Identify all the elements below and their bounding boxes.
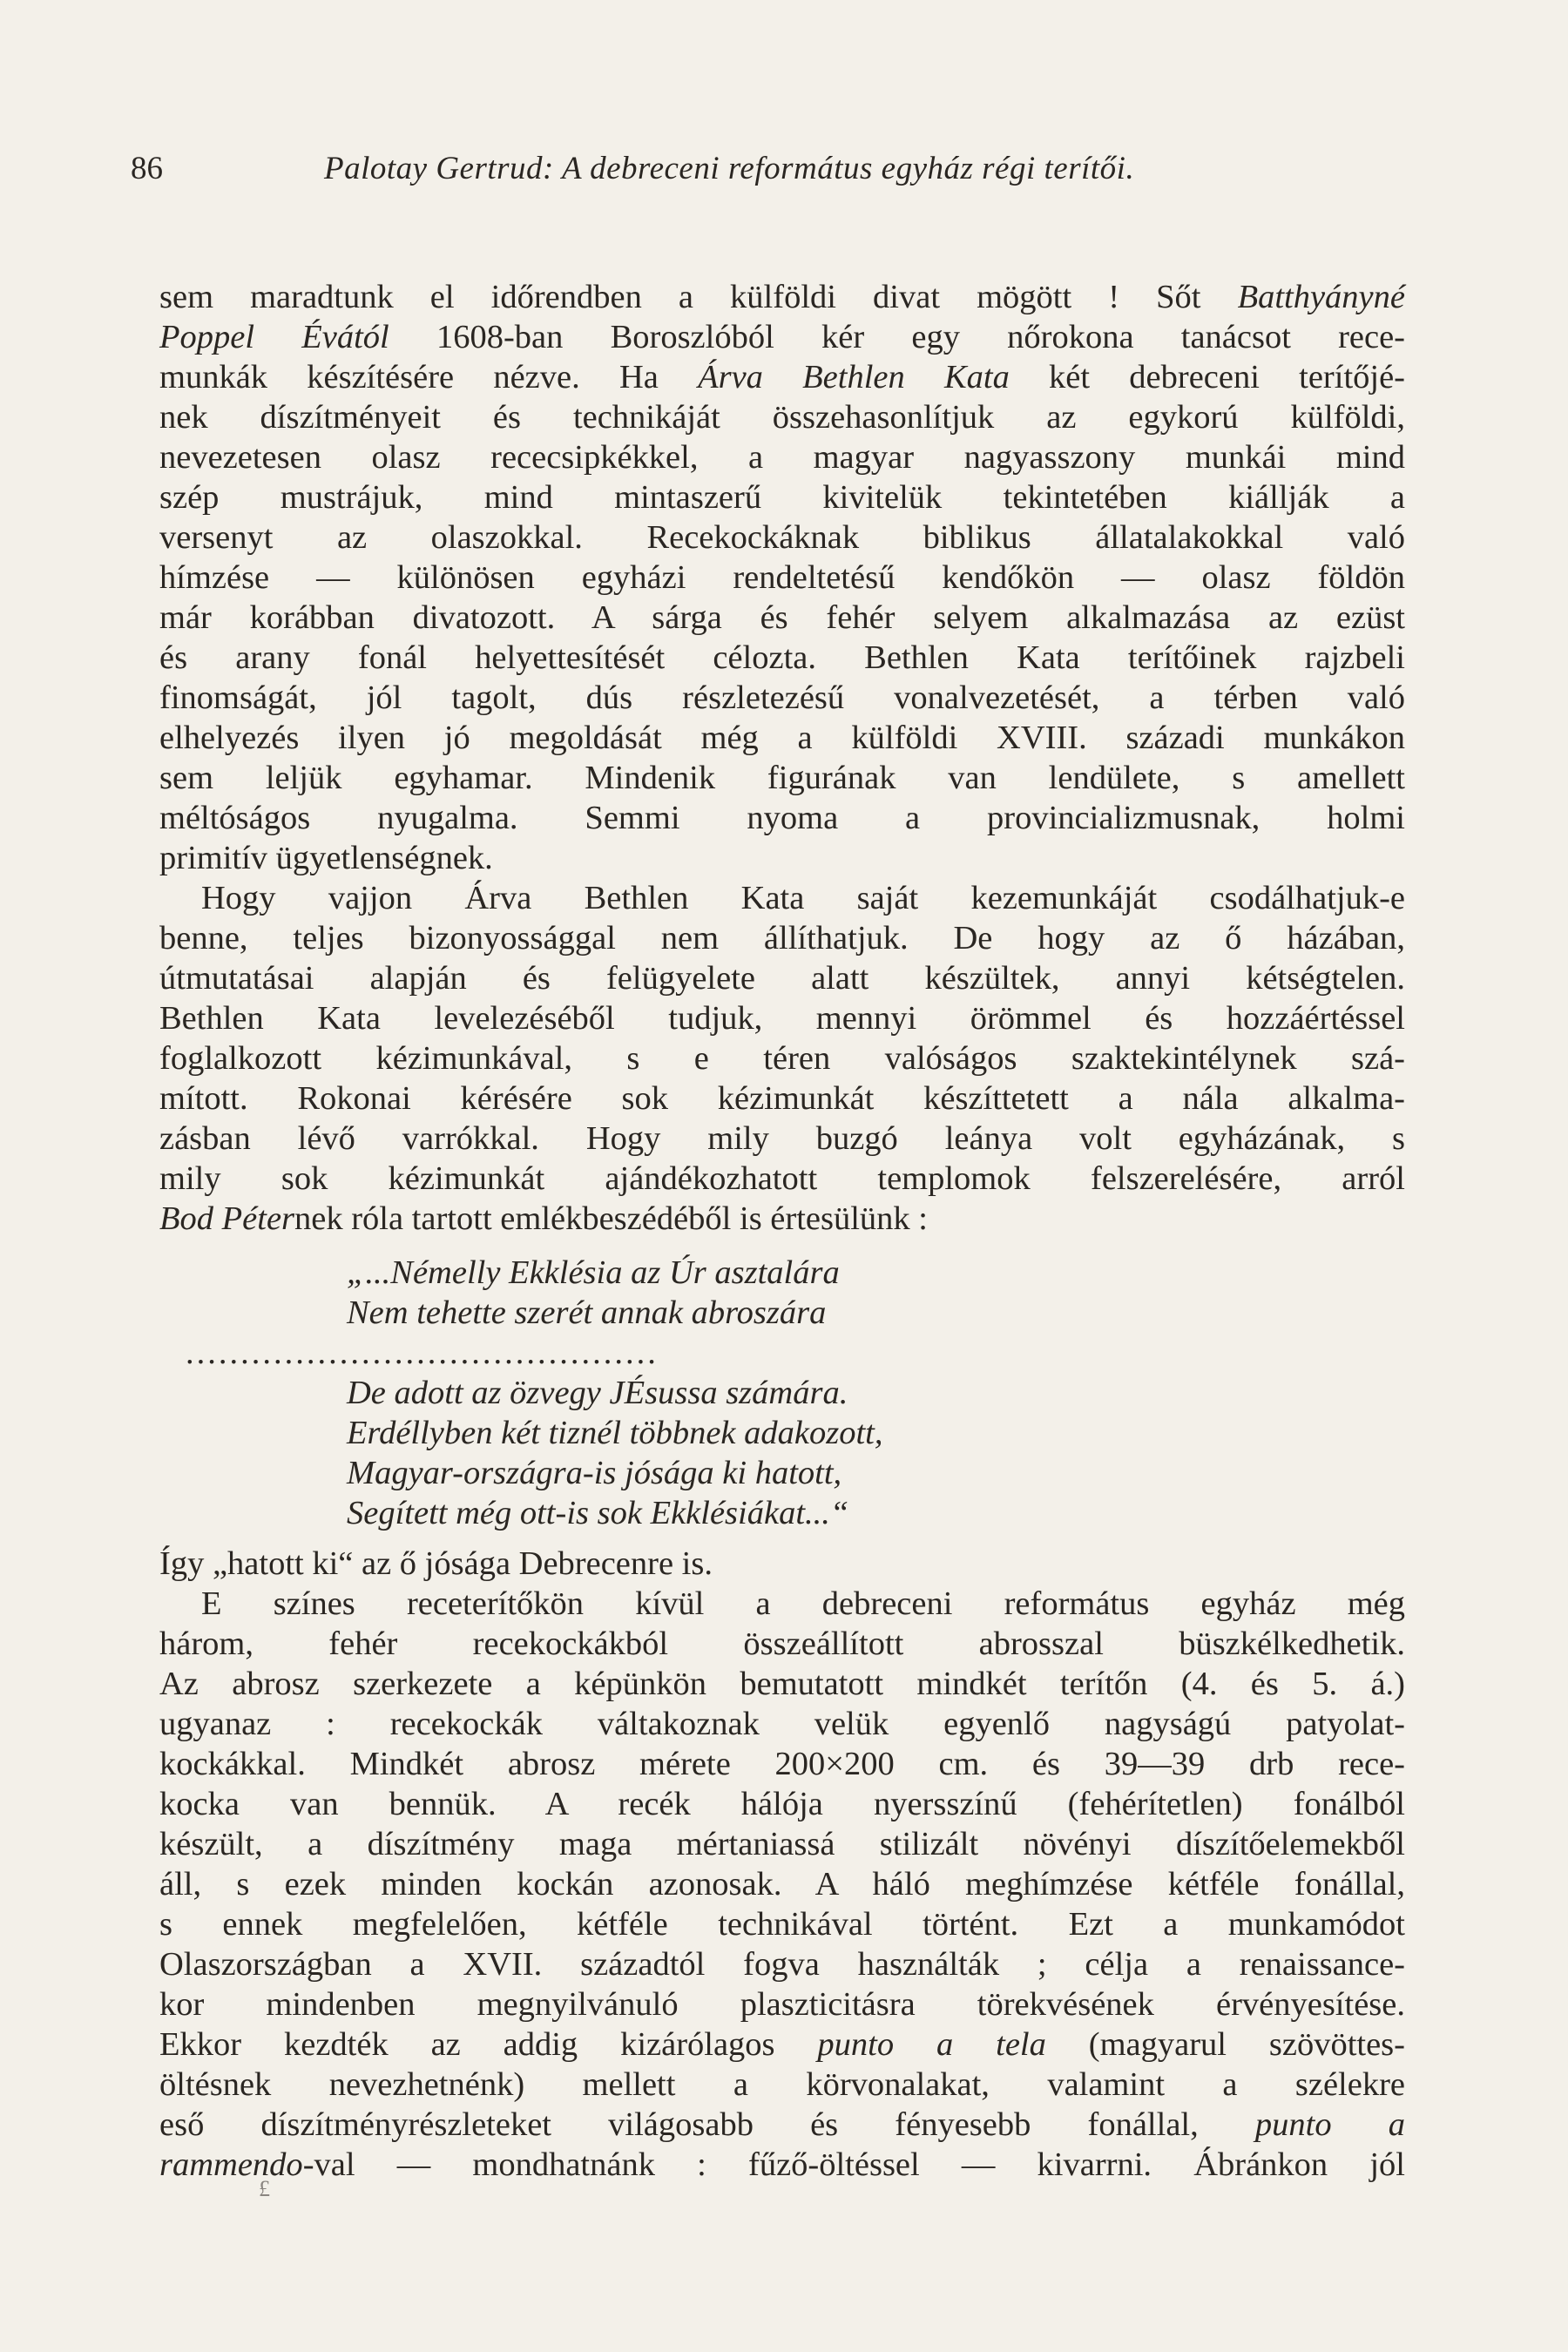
text-line [159,1038,1405,1078]
text-line [159,838,1405,878]
paragraph-block-2 [159,1544,1405,2185]
line-text: benne, teljes bizonyossággal nem állíthatjuk. De hogy az ő házában, [159,920,1405,956]
poem-line: „...Némelly Ekklésia az Úr asztalára [347,1254,840,1291]
text-line [159,517,1405,558]
running-title: Palotay Gertrud: A debreceni református egyház régi terítői. [324,151,1135,186]
text-line [159,1744,1405,1784]
line-text: E színes receterítőkön kívül a debreceni református egyház még [201,1585,1405,1622]
italic-name: Árva Bethlen Kata [698,359,1010,395]
text-line [159,1824,1405,1864]
line-text: szép mustrájuk, mind mintaszerű kivitelük tekintetében kiállják a [159,479,1405,516]
poem-line: De adott az özvegy JÉsussa számára. [347,1375,848,1411]
text-line [159,1704,1405,1744]
line-text: Bethlen Kata levelezéséből tudjuk, mennyi örömmel és hozzáértéssel [159,1000,1405,1037]
text-line [159,1624,1405,1664]
text-line [159,1119,1405,1159]
text-line [159,2024,1405,2065]
line-text: munkák készítésére nézve. Ha [159,359,699,395]
poem-line: Segített még ott-is sok Ekklésiákat...“ [347,1495,849,1531]
line-text: finomságát, jól tagolt, dús részletezésű vonalvezetését, a térben való [159,679,1405,716]
text-line [159,958,1405,998]
body-text [159,277,1405,2185]
line-text: Olaszországban a XVII. századtól fogva használták ; célja a renaissance- [159,1946,1405,1983]
line-text: -val — mondhatnánk : fűző-öltéssel — kivarrni. Ábránkon jól [302,2146,1405,2183]
line-text: áll, s ezek minden kockán azonosak. A háló meghímzése kétféle fonállal, [159,1866,1405,1903]
poem-line: Nem tehette szerét annak abroszára [347,1294,827,1331]
text-line [159,2105,1405,2145]
text-line [159,357,1405,397]
poem-line: Magyar-országra-is jósága ki hatott, [347,1455,842,1491]
text-line [159,1159,1405,1199]
line-text: foglalkozott kézimunkával, s e téren valóságos szaktekintélynek szá- [159,1040,1405,1077]
line-text: Az abrosz szerkezete a képünkön bemutatott mindkét terítőn (4. és 5. á.) [159,1666,1405,1702]
text-line [159,558,1405,598]
line-text: ugyanaz : recekockák váltakoznak velük egyenlő nagyságú patyolat- [159,1706,1405,1742]
line-text: mily sok kézimunkát ajándékozhatott templomok felszerelésére, arról [159,1160,1405,1197]
line-text: útmutatásai alapján és felügyelete alatt készültek, annyi kétségtelen. [159,960,1405,997]
line-text: zásban lévő varrókkal. Hogy mily buzgó leánya volt egyházának, s [159,1120,1405,1157]
line-text: primitív ügyetlenségnek. [159,840,493,876]
text-line [159,1944,1405,1984]
text-line [159,758,1405,798]
text-line [159,437,1405,477]
footer-mark: £ [259,2176,270,2201]
text-line [159,477,1405,517]
text-line [159,1984,1405,2024]
line-text: 1608-ban Boroszlóból kér egy nőrokona tanácsot rece- [389,319,1405,355]
line-text: kocka van bennük. A recék hálója nyersszínű (fehérítetlen) fonálból [159,1786,1405,1822]
poem-quote [159,1253,1405,1533]
line-text: sem maradtunk el időrendben a külföldi divat mögött ! Sőt [159,279,1238,315]
text-line [159,1664,1405,1704]
text-line [159,678,1405,718]
text-line [159,1864,1405,1904]
line-text: elhelyezés ilyen jó megoldását még a külföldi XVIII. századi munkákon [159,720,1405,756]
line-text: kockákkal. Mindkét abrosz mérete 200×200 cm. és 39—39 drb rece- [159,1746,1405,1782]
text-line [159,317,1405,357]
line-text: s ennek megfelelően, kétféle technikával történt. Ezt a munkamódot [159,1906,1405,1943]
italic-name: Bod Péter [159,1200,295,1237]
text-line [159,638,1405,678]
line-text: két debreceni terítőjé- [1009,359,1405,395]
text-line [159,998,1405,1038]
text-line [159,2145,1405,2185]
line-text: Ekkor kezdték az addig kizárólagos [159,2026,818,2063]
text-line [159,1584,1405,1624]
page-number: 86 [131,151,163,186]
text-line [159,1544,1405,1584]
line-text: mított. Rokonai kérésére sok kézimunkát készíttetett a nála alkalma- [159,1080,1405,1117]
text-line [159,397,1405,437]
text-line [159,1904,1405,1944]
italic-name: rammendo [159,2146,303,2183]
line-text: Hogy vajjon Árva Bethlen Kata saját kezemunkáját csodálhatjuk-e [201,880,1405,916]
text-line [159,1784,1405,1824]
text-line [159,918,1405,958]
line-text: sem leljük egyhamar. Mindenik figurának van lendülete, s amellett [159,760,1405,796]
text-line [159,878,1405,918]
text-line [159,798,1405,838]
line-text: nek róla tartott emlékbeszédéből is értesülünk : [294,1200,929,1237]
text-line [159,1078,1405,1119]
line-text: kor mindenben megnyilvánuló plaszticitásra törekvésének érvényesítése. [159,1986,1405,2023]
line-text: nek díszítményeit és technikáját összehasonlítjuk az egykorú külföldi, [159,399,1405,436]
text-line [159,1199,1405,1239]
line-text: öltésnek nevezhetnénk) mellett a körvonalakat, valamint a szélekre [159,2066,1405,2103]
page-header [131,150,1402,193]
text-line [159,277,1405,317]
italic-name: punto a [1254,2106,1405,2143]
poem-line: Erdéllyben két tiznél többnek adakozott, [347,1415,883,1451]
line-text: méltóságos nyugalma. Semmi nyoma a provincializmusnak, holmi [159,800,1405,836]
line-text: versenyt az olaszokkal. Recekockáknak biblikus állatalakokkal való [159,519,1405,556]
line-text: három, fehér recekockákból összeállított abrosszal büszkélkedhetik. [159,1625,1405,1662]
italic-name: Poppel Évától [159,319,389,355]
paragraph-block-1 [159,277,1405,1239]
text-line [159,2065,1405,2105]
line-text: nevezetesen olasz rececsipkékkel, a magyar nagyasszony munkái mind [159,439,1405,476]
italic-name: Batthyányné [1237,279,1405,315]
line-text: (magyarul szövöttes- [1045,2026,1405,2063]
line-text: már korábban divatozott. A sárga és fehér selyem alkalmazása az ezüst [159,599,1405,636]
text-line [159,718,1405,758]
italic-name: punto a tela [817,2026,1046,2063]
line-text: hímzése — különösen egyházi rendeltetésű kendőkön — olasz földön [159,559,1405,596]
text-line [159,598,1405,638]
poem-line: ........................................... [186,1335,659,1371]
line-text: és arany fonál helyettesítését célozta. Bethlen Kata terítőinek rajzbeli [159,639,1405,676]
line-text: eső díszítményrészleteket világosabb és fényesebb fonállal, [159,2106,1255,2143]
line-text: készült, a díszítmény maga mértaniassá stilizált növényi díszítőelemekből [159,1826,1405,1862]
line-text: Így „hatott ki“ az ő jósága Debrecenre is. [159,1545,713,1582]
